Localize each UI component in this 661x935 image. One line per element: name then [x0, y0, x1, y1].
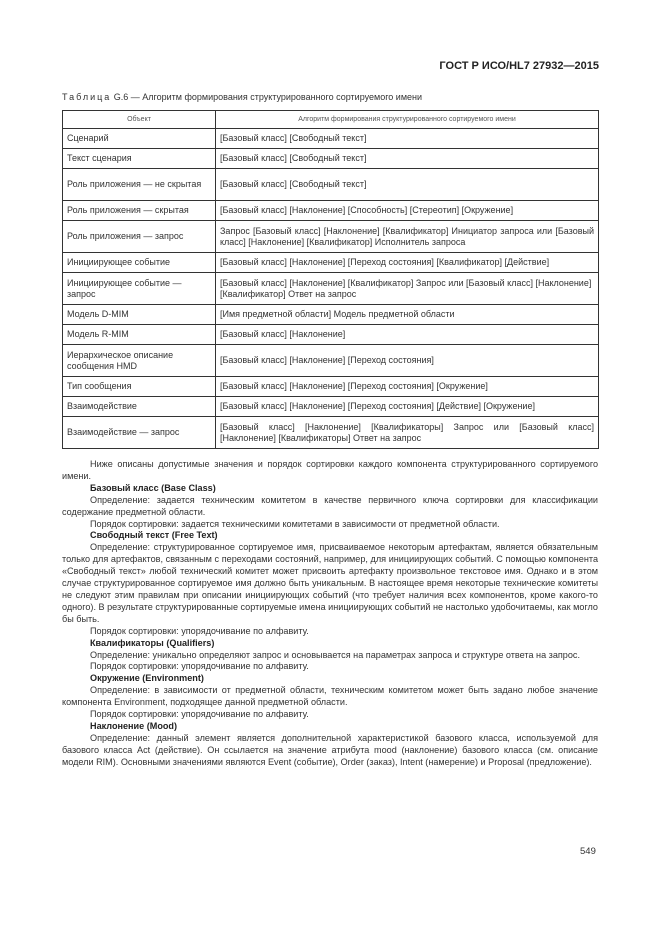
- paragraph: Порядок сортировки: упорядочивание по алфавиту.: [90, 709, 309, 720]
- table-row: [63, 377, 599, 397]
- cell-algorithm: [Имя предметной области] Модель предметной области: [216, 305, 599, 325]
- table-header-row: [63, 111, 599, 129]
- section-heading: Базовый класс (Base Class): [90, 482, 216, 493]
- standard-header: ГОСТ Р ИСО/HL7 27932—2015: [439, 60, 599, 72]
- paragraph: Определение: уникально определяют запрос и основывается на параметрах запроса и структуре ответа на запрос.: [90, 649, 580, 660]
- cell-algorithm: [Базовый класс] [Наклонение] [Переход состояния]: [216, 345, 599, 377]
- cell-object: Иерархическое описание сообщения HMD: [63, 345, 216, 377]
- table-row: [63, 397, 599, 417]
- cell-algorithm: Запрос [Базовый класс] [Наклонение] [Квалификатор] Инициатор запроса или [Базовый класс] [Наклонение] [Квалификатор] Исполнитель запроса: [216, 221, 599, 253]
- body-text: [62, 459, 598, 769]
- cell-algorithm: [Базовый класс] [Наклонение] [Переход состояния] [Квалификатор] [Действие]: [216, 253, 599, 273]
- cell-algorithm: [Базовый класс] [Наклонение]: [216, 325, 599, 345]
- cell-algorithm: [Базовый класс] [Свободный текст]: [216, 169, 599, 201]
- cell-algorithm: [Базовый класс] [Наклонение] [Способность] [Стереотип] [Окружение]: [216, 201, 599, 221]
- table-row: [63, 201, 599, 221]
- table-row: [63, 129, 599, 149]
- table-caption: Таблица G.6 — Алгоритм формирования структурированного сортируемого имени: [62, 92, 423, 102]
- table-row: [63, 345, 599, 377]
- paragraph: Определение: данный элемент является дополнительной характеристикой базового класса, используемой для базового класса Act (действие). Он ссылается на значение атрибута mood (наклонение) базового класса (см. описание модели RIM). Основными значениями являются Event (событие), Order (заказ), Intent (намерение) и Proposal (предложение).: [62, 732, 598, 767]
- section-heading: Окружение (Environment): [90, 673, 204, 684]
- table-row: [63, 305, 599, 325]
- table-row: [63, 325, 599, 345]
- cell-object: Инициирующее событие: [63, 253, 216, 273]
- paragraph: Определение: задается техническим комитетом в качестве первичного ключа сортировки для классификации содержание предметной области.: [62, 494, 598, 517]
- paragraph: Порядок сортировки: упорядочивание по алфавиту.: [90, 625, 309, 636]
- table-row: [63, 253, 599, 273]
- cell-object: Сценарий: [63, 129, 216, 149]
- cell-object: Инициирующее событие — запрос: [63, 273, 216, 305]
- cell-object: Роль приложения — не скрытая: [63, 169, 216, 201]
- paragraph: Ниже описаны допустимые значения и порядок сортировки каждого компонента структурированного сортируемого имени.: [62, 459, 598, 481]
- cell-algorithm: [Базовый класс] [Наклонение] [Переход состояния] [Окружение]: [216, 377, 599, 397]
- cell-algorithm: [Базовый класс] [Свободный текст]: [216, 129, 599, 149]
- paragraph: Определение: в зависимости от предметной области, техническим комитетом может быть задано любое значение компонента Environment, подходящее данной предметной области.: [62, 685, 598, 708]
- paragraph: Определение: структурированное сортируемое имя, присваиваемое некоторым артефактам, является обязательным только для артефактов, связанным с переходами состояний, например, для инициирующих событий. С помощью компонента «Свободный текст» любой технический комитет может присвоить артефакту произвольное текстовое имя. Однако и в этом случае структурированное сортируемое имя должно быть уникальным. В настоящее время некоторые технические комитеты не следуют этим правилам при описании инициирующих событий (что требует наличия всех компонентов, кроме какого-то одного). В результате структурированные сортируемые имена инициирующих событий не настолько удобочитаемы, как могло бы быть.: [62, 542, 598, 624]
- cell-algorithm: [Базовый класс] [Наклонение] [Квалификаторы] Запрос или [Базовый класс] [Наклонение] [Квалификаторы] Ответ на запрос: [216, 417, 599, 449]
- cell-object: Взаимодействие — запрос: [63, 417, 216, 449]
- section-heading: Свободный текст (Free Text): [90, 530, 218, 541]
- cell-object: Роль приложения — запрос: [63, 221, 216, 253]
- column-header-algorithm: Алгоритм формирования структурированного сортируемого имени: [216, 111, 599, 129]
- cell-algorithm: [Базовый класс] [Наклонение] [Переход состояния] [Действие] [Окружение]: [216, 397, 599, 417]
- table-row: [63, 221, 599, 253]
- cell-object: Роль приложения — скрытая: [63, 201, 216, 221]
- table-row: [63, 273, 599, 305]
- section-heading: Наклонение (Mood): [90, 720, 178, 731]
- cell-object: Модель D-MIM: [63, 305, 216, 325]
- cell-algorithm: [Базовый класс] [Наклонение] [Квалификатор] Запрос или [Базовый класс] [Наклонение] [Квалификатор] Ответ на запрос: [216, 273, 599, 305]
- table-row: [63, 149, 599, 169]
- table-row: [63, 417, 599, 449]
- column-header-object: Объект: [63, 111, 216, 129]
- cell-object: Модель R-MIM: [63, 325, 216, 345]
- paragraph: Порядок сортировки: упорядочивание по алфавиту.: [90, 661, 309, 672]
- algorithm-table: [62, 110, 599, 449]
- table-row: [63, 169, 599, 201]
- cell-object: Текст сценария: [63, 149, 216, 169]
- cell-algorithm: [Базовый класс] [Свободный текст]: [216, 149, 599, 169]
- cell-object: Тип сообщения: [63, 377, 216, 397]
- page-number: 549: [580, 846, 596, 857]
- cell-object: Взаимодействие: [63, 397, 216, 417]
- section-heading: Квалификаторы (Qualifiers): [90, 637, 215, 648]
- paragraph: Порядок сортировки: задается техническими комитетами в зависимости от предметной области.: [90, 518, 500, 529]
